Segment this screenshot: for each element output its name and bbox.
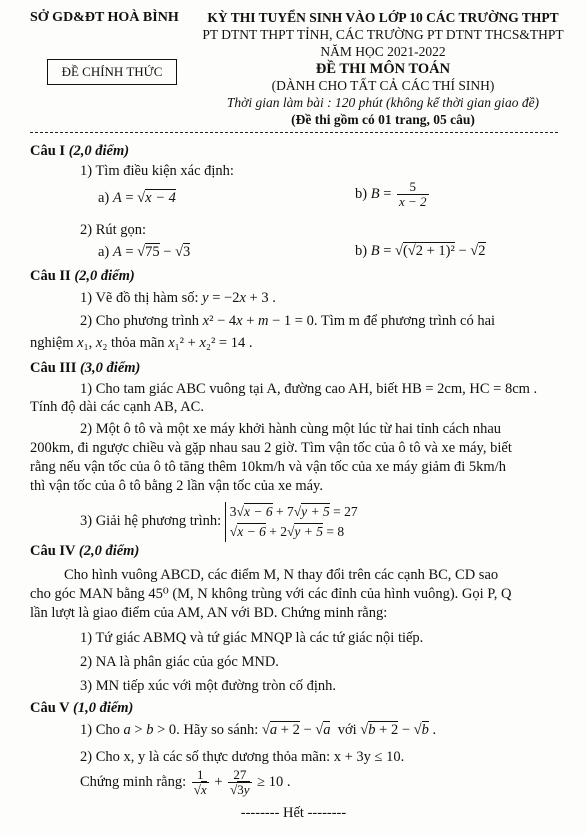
exam-time-note: Thời gian làm bài : 120 phút (không kể thời gian giao đề)	[226, 95, 540, 110]
question-5-part-3: Chứng minh rằng: $\frac{1}{√x}$ + $\frac{27}{√3y}$ ≥ 10 .	[80, 767, 291, 797]
question-5-part-2: 2) Cho x, y là các số thực dương thỏa mãn: x + 3y ≤ 10.	[80, 749, 405, 765]
exam-subject: ĐỀ THI MÔN TOÁN	[315, 61, 451, 77]
question-3-part-2-line-1: 2) Một ô tô và một xe máy khởi hành cùng một lúc từ hai tỉnh cách nhau	[80, 421, 502, 437]
question-1-2b: b) B = √(√2 + 1)² − √2	[355, 243, 486, 259]
question-2-part-2-line-1: 2) Cho phương trình x² − 4x + m − 1 = 0. Tìm m để phương trình có hai	[80, 313, 496, 329]
question-3-part-1-line-2: Tính độ dài các cạnh AB, AC.	[30, 399, 204, 415]
question-1-2a: a) A = √75 − √3	[98, 244, 191, 260]
question-3-part-2-line-3: rằng nếu vận tốc của ô tô tăng thêm 10km/h và vận tốc của xe máy giảm đi 5km/h	[30, 459, 506, 475]
exam-year: NĂM HỌC 2021-2022	[320, 44, 446, 59]
equation-system: 3√x − 6 + 7√y + 5 = 27 √x − 6 + 2√y + 5 = 8	[225, 502, 358, 542]
official-label-box: ĐỀ CHÍNH THỨC	[47, 59, 177, 85]
question-1-part-2: 2) Rút gọn:	[80, 222, 147, 238]
question-4-intro-line-3: lần lượt là giao điểm của AM, AN với BD. Chứng minh rằng:	[30, 605, 388, 621]
question-4-part-1: 1) Tứ giác ABMQ và tứ giác MNQP là các tứ giác nội tiếp.	[80, 630, 424, 646]
question-5-heading: Câu V (1,0 điểm)	[30, 700, 134, 716]
header-divider	[30, 132, 558, 133]
question-2-part-1: 1) Vẽ đồ thị hàm số: y = −2x + 3 .	[80, 290, 276, 306]
question-1-part-1: 1) Tìm điều kiện xác định:	[80, 163, 234, 179]
exam-schools: PT DTNT THPT TỈNH, CÁC TRƯỜNG PT DTNT THCS&THPT	[202, 27, 564, 42]
question-3-part-2-line-4: thì vận tốc của ô tô bằng 2 lần vận tốc của xe máy.	[30, 478, 323, 494]
question-4-intro-line-2: cho góc MAN bằng 45⁰ (M, N không trùng với các đỉnh của hình vuông). Gọi P, Q	[30, 586, 512, 602]
question-1-1a: a) A = √x − 4	[98, 190, 176, 206]
question-1-heading: Câu I (2,0 điểm)	[30, 143, 130, 159]
question-4-heading: Câu IV (2,0 điểm)	[30, 543, 140, 559]
question-3-heading: Câu III (3,0 điểm)	[30, 360, 141, 376]
exam-title: KỲ THI TUYỂN SINH VÀO LỚP 10 CÁC TRƯỜNG THPT	[207, 10, 559, 25]
question-2-part-2-line-2: nghiệm x₁, x₂ thỏa mãn x₁² + x₂² = 14 .	[30, 335, 253, 351]
question-2-heading: Câu II (2,0 điểm)	[30, 268, 135, 284]
question-3-part-2-line-2: 200km, đi ngược chiều và gặp nhau sau 2 giờ. Tìm vận tốc của ô tô và xe máy, biết	[30, 440, 512, 456]
question-1-1b: b) B = $\frac{5}{x - 2}$	[355, 179, 427, 209]
question-4-part-3: 3) MN tiếp xúc với một đường tròn cố định.	[80, 678, 336, 694]
department-name: SỞ GD&ĐT HOÀ BÌNH	[30, 10, 179, 25]
question-3-part-3: 3) Giải hệ phương trình: 3√x − 6 + 7√y + 5 = 27 √x − 6 + 2√y + 5 = 8	[80, 500, 358, 542]
question-4-part-2: 2) NA là phân giác của góc MND.	[80, 654, 279, 670]
exam-audience: (DÀNH CHO TẤT CẢ CÁC THÍ SINH)	[271, 78, 495, 93]
end-marker: -------- Hết --------	[240, 805, 347, 821]
question-3-part-1-line-1: 1) Cho tam giác ABC vuông tại A, đường cao AH, biết HB = 2cm, HC = 8cm .	[80, 381, 538, 397]
exam-page-note: (Đề thi gồm có 01 trang, 05 câu)	[291, 112, 475, 127]
question-4-intro-line-1: Cho hình vuông ABCD, các điểm M, N thay đổi trên các cạnh BC, CD sao	[64, 567, 499, 583]
question-5-part-1: 1) Cho a > b > 0. Hãy so sánh: √a + 2 − √a với √b + 2 − √b .	[80, 722, 437, 738]
